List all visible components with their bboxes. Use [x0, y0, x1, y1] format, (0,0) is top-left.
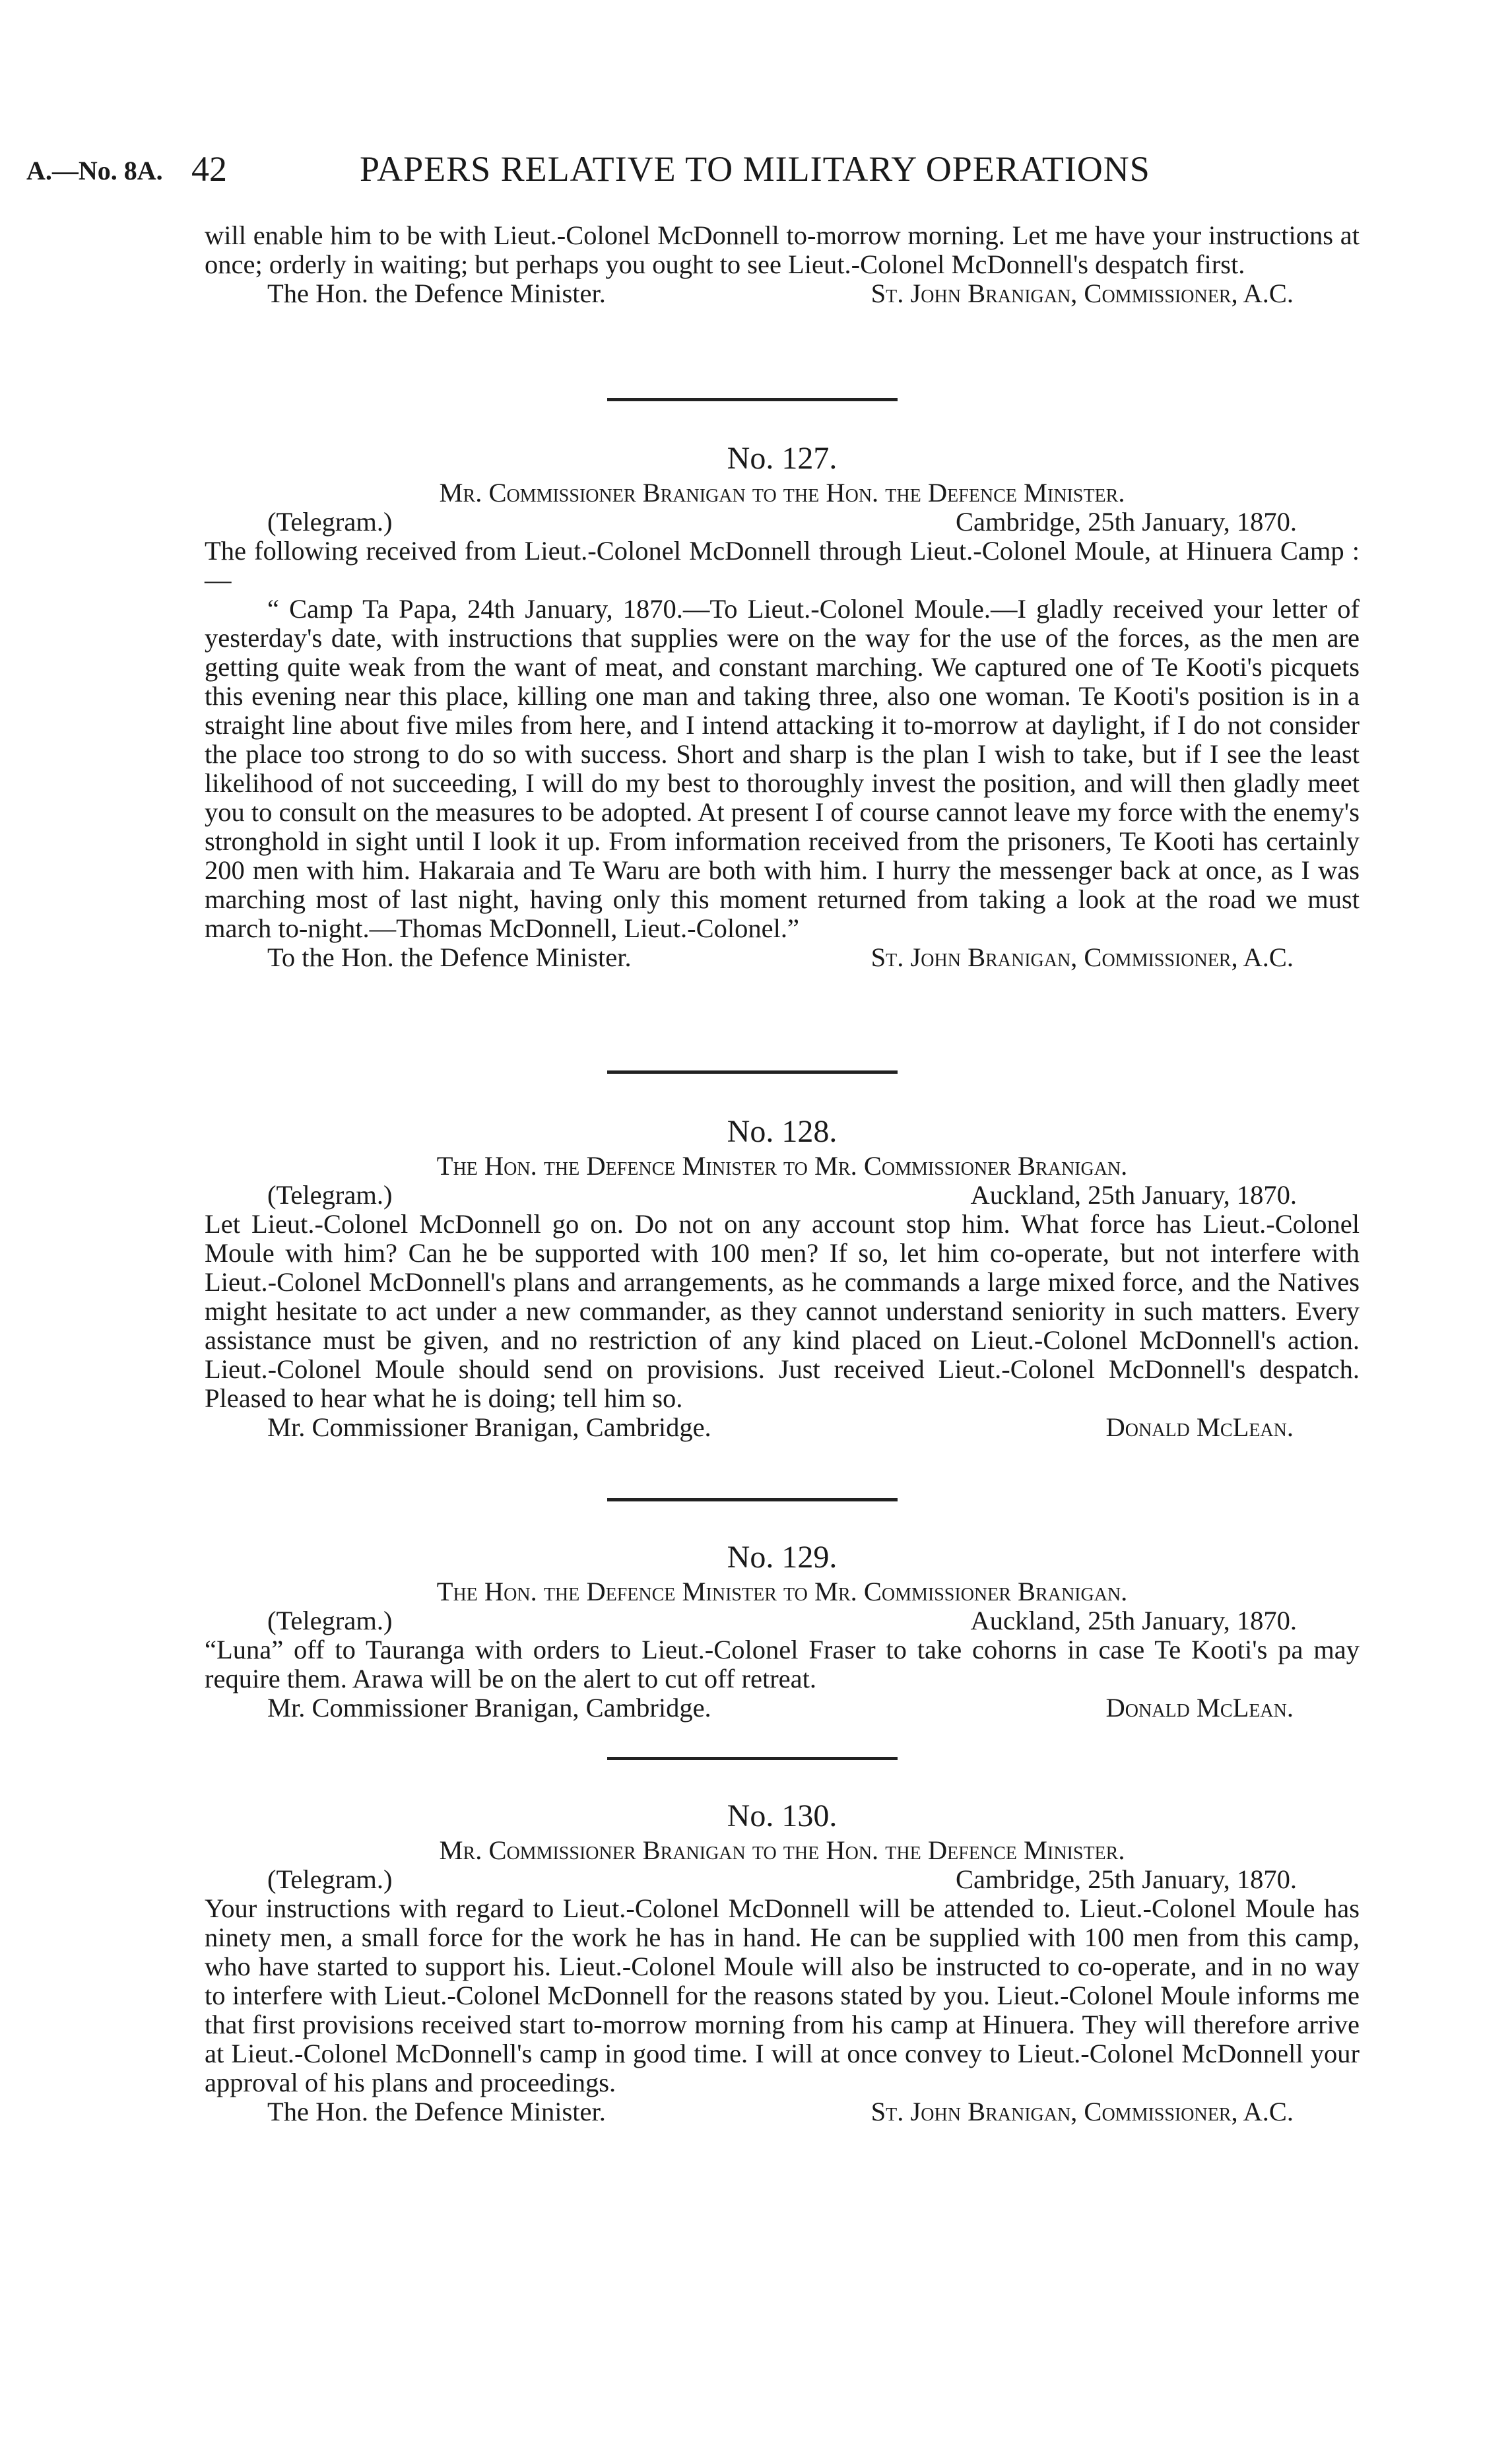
signature-line — [205, 943, 1360, 972]
message-129 — [205, 1538, 1360, 1723]
signatory: Donald McLean. — [1105, 1693, 1294, 1723]
section-divider — [607, 1757, 898, 1760]
telegram-line — [205, 508, 1360, 537]
message-number: No. 130. — [727, 1798, 838, 1833]
place-date: Cambridge, 25th January, 1870. — [955, 507, 1297, 537]
section-divider — [607, 1498, 898, 1501]
signatory: St. John Branigan, Commissioner, A.C. — [871, 942, 1294, 972]
addressee: The Hon. the Defence Minister. — [267, 2097, 606, 2126]
message-type: (Telegram.) — [267, 1606, 393, 1635]
message-number: No. 127. — [727, 441, 838, 476]
signature-line — [205, 1413, 1360, 1442]
signatory: St. John Branigan, Commissioner, A.C. — [871, 2097, 1294, 2126]
place-date: Cambridge, 25th January, 1870. — [955, 1864, 1297, 1894]
message-number: No. 129. — [727, 1540, 838, 1575]
place-date: Auckland, 25th January, 1870. — [970, 1606, 1297, 1635]
signature-line — [205, 2097, 1360, 2126]
telegram-line — [205, 1865, 1360, 1894]
addressee: Mr. Commissioner Branigan, Cambridge. — [267, 1693, 711, 1723]
paper-reference: A.—No. 8A. — [26, 156, 163, 185]
signatory: Donald McLean. — [1105, 1412, 1294, 1442]
page-header — [26, 148, 1478, 195]
section-divider — [607, 1070, 898, 1074]
message-body: Your instructions with regard to Lieut.-Colonel McDonnell will be attended to. Lieut.-Colonel Moule has ninety men, a small force for the work he has in hand. He can be supplied with 100 men from this camp, who have started to support his. Lieut.-Colonel Moule will also be instructed to co-operate, and in no way to interfere with Lieut.-Colonel McDonnell for the reasons stated by you. Lieut.-Colonel Moule informs me that first provisions received start to-morrow morning from his camp at Hinuera. They will therefore arrive at Lieut.-Colonel McDonnell's camp in good time. I will at once convey to Lieut.-Colonel McDonnell your approval of his plans and proceedings. — [205, 1893, 1360, 2097]
message-type: (Telegram.) — [267, 507, 393, 537]
message-body: “ Camp Ta Papa, 24th January, 1870.—To Lieut.-Colonel Moule.—I gladly received your letter of yesterday's date, with instructions that supplies were on the way for the use of the forces, as the men are getting quite weak from the want of meat, and constant marching. We captured one of Te Kooti's picquets this evening near this place, killing one man and taking three, also one woman. Te Kooti's position is in a straight line about five miles from here, and I intend attacking it to-morrow at daylight, if I do not consider the place too strong to do so with success. Short and sharp is the plan I wish to take, but if I see the least likelihood of not succeeding, I will do my best to thoroughly invest the position, and will then gladly meet you to consult on the measures to be adopted. At present I of course cannot leave my force with the enemy's stronghold in sight until I look it up. From information received from the prisoners, Te Kooti has certainly 200 men with him. Hakaraia and Te Waru are both with him. I hurry the messenger back at once, as I was marching most of last night, having only this moment returned from taking a look at the road we must march to-night.—Thomas McDonnell, Lieut.-Colonel.” — [205, 594, 1360, 943]
continuation-text: will enable him to be with Lieut.-Colonel McDonnell to-morrow morning. Let me have your instructions at once; orderly in waiting; but perhaps you ought to see Lieut.-Colonel McDonnell's despatch first. — [205, 220, 1360, 279]
addressee: Mr. Commissioner Branigan, Cambridge. — [267, 1412, 711, 1442]
message-heading: Mr. Commissioner Branigan to the Hon. the Defence Minister. — [439, 478, 1125, 508]
signature-line — [205, 279, 1360, 308]
message-heading: Mr. Commissioner Branigan to the Hon. the Defence Minister. — [439, 1835, 1125, 1865]
message-body: “Luna” off to Tauranga with orders to Lieut.-Colonel Fraser to take cohorns in case Te Kooti's pa may require them. Arawa will be on the alert to cut off retreat. — [205, 1635, 1360, 1693]
message-type: (Telegram.) — [267, 1864, 393, 1894]
continuation-block — [205, 221, 1360, 308]
message-type: (Telegram.) — [267, 1180, 393, 1210]
signature-line — [205, 1693, 1360, 1723]
section-divider — [607, 398, 898, 401]
page-number: 42 — [191, 149, 227, 189]
message-heading: The Hon. the Defence Minister to Mr. Commissioner Branigan. — [436, 1577, 1128, 1606]
message-128 — [205, 1112, 1360, 1442]
telegram-line — [205, 1181, 1360, 1210]
addressee: The Hon. the Defence Minister. — [267, 279, 606, 308]
message-intro: The following received from Lieut.-Colonel McDonnell through Lieut.-Colonel Moule, at Hinuera Camp :— — [205, 536, 1360, 595]
telegram-line — [205, 1606, 1360, 1635]
addressee: To the Hon. the Defence Minister. — [267, 942, 632, 972]
signatory: St. John Branigan, Commissioner, A.C. — [871, 279, 1294, 308]
message-127 — [205, 439, 1360, 972]
running-title: PAPERS RELATIVE TO MILITARY OPERATIONS — [360, 149, 1150, 189]
place-date: Auckland, 25th January, 1870. — [970, 1180, 1297, 1210]
message-body: Let Lieut.-Colonel McDonnell go on. Do not on any account stop him. What force has Lieut.-Colonel Moule with him? Can he be supported with 100 men? If so, let him co-operate, but not interfere with Lieut.-Colonel McDonnell's plans and arrangements, as he commands a large mixed force, and the Natives might hesitate to act under a new commander, as they cannot understand seniority in such matters. Every assistance must be given, and no restriction of any kind placed on Lieut.-Colonel McDonnell's action. Lieut.-Colonel Moule should send on provisions. Just received Lieut.-Colonel McDonnell's despatch. Pleased to hear what he is doing; tell him so. — [205, 1209, 1360, 1413]
message-heading: The Hon. the Defence Minister to Mr. Commissioner Branigan. — [436, 1151, 1128, 1181]
message-number: No. 128. — [727, 1114, 838, 1149]
message-130 — [205, 1796, 1360, 2126]
